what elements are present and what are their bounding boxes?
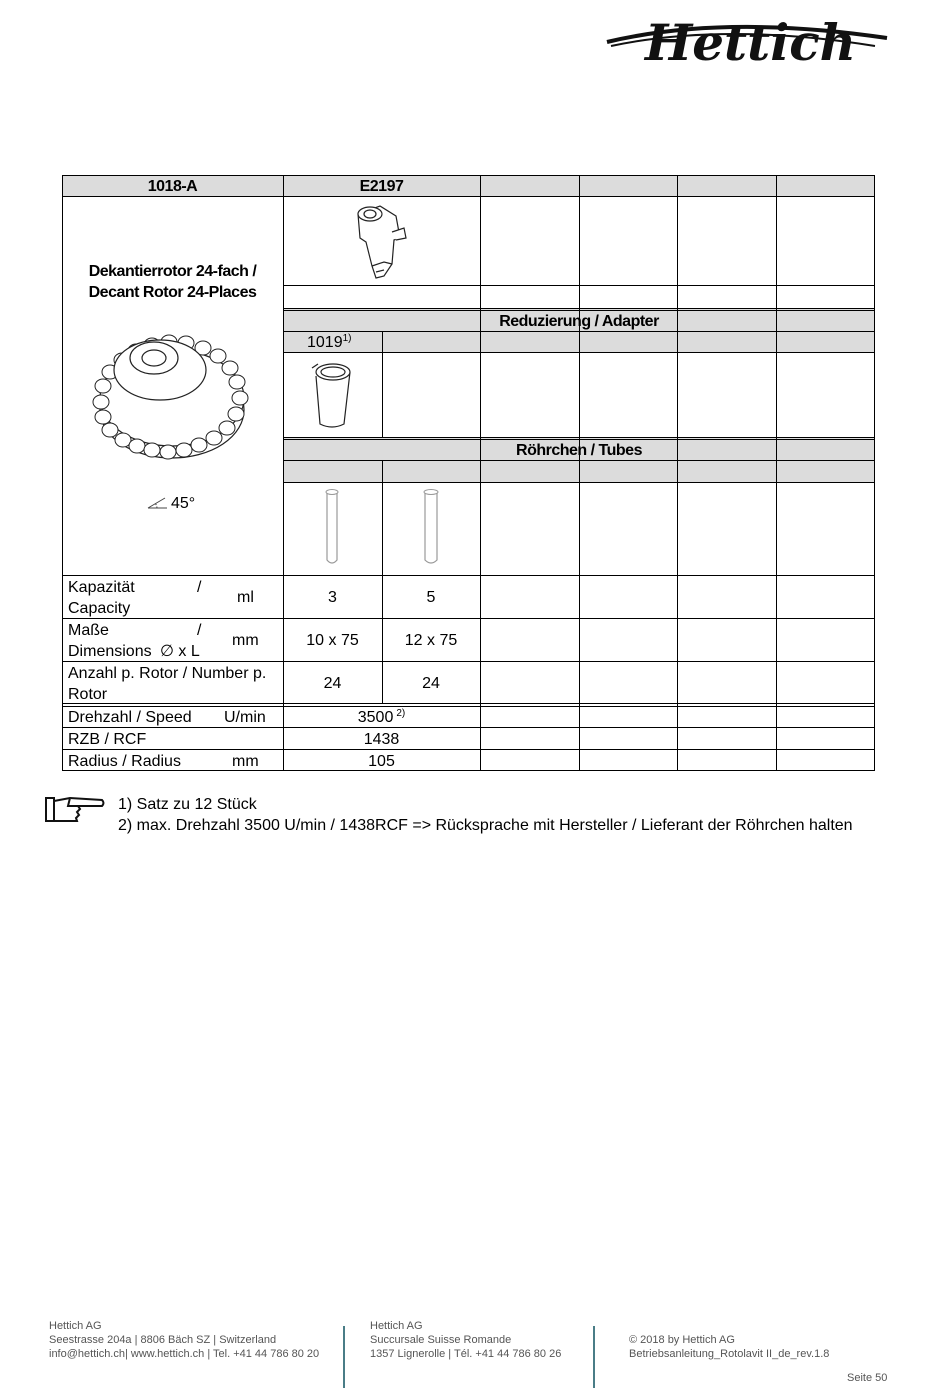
- footnote-1: 1) Satz zu 12 Stück: [118, 796, 257, 813]
- rotor-number: 1018-A: [147, 178, 198, 195]
- footer-col-2: [370, 1319, 561, 1361]
- capacity-unit: ml: [237, 589, 254, 606]
- footer-divider-2: [593, 1326, 595, 1388]
- footer-address: Seestrasse 204a | 8806 Bäch SZ | Switzerland: [49, 1334, 277, 1346]
- radius-value: 105: [368, 753, 395, 770]
- radius-unit: mm: [232, 753, 259, 770]
- dimensions-slash: /: [197, 622, 202, 639]
- rotor-illustration: [90, 318, 255, 470]
- bucket-number: E2197: [359, 178, 404, 195]
- bucket-illustration: [348, 202, 410, 282]
- count-label-line1: Anzahl p. Rotor / Number p.: [68, 665, 267, 682]
- rotor-name-en: Decant Rotor 24-Places: [88, 284, 257, 301]
- tube-number-row-bg: [283, 460, 875, 482]
- speed-label: Drehzahl / Speed: [68, 709, 192, 726]
- capacity-label-de: Kapazität: [68, 579, 135, 596]
- footer-divider-1: [343, 1326, 345, 1388]
- adapter-section-title: Reduzierung / Adapter: [499, 313, 659, 330]
- speed-unit: U/min: [224, 709, 266, 726]
- radius-label: Radius / Radius: [68, 753, 181, 770]
- tube-section-title: Röhrchen / Tubes: [516, 442, 642, 459]
- angle-icon: [147, 496, 169, 510]
- dimensions-label-en: [68, 642, 200, 661]
- count-value-1: 24: [323, 675, 342, 692]
- adapter-number-row-bg: [283, 331, 875, 352]
- footer-contact: info@hettich.ch| www.hettich.ch | Tel. +41 44 786 80 20: [49, 1348, 320, 1360]
- count-value-2: 24: [422, 675, 440, 692]
- count-label-line2: Rotor: [68, 686, 108, 703]
- footer-copyright: © 2018 by Hettich AG: [629, 1334, 735, 1346]
- adapter-number: [307, 333, 352, 352]
- capacity-value-1: 3: [328, 589, 337, 606]
- speed-value-text: 3500: [357, 709, 394, 726]
- dimensions-label-en-text: Dimensions: [68, 643, 152, 660]
- rcf-value: 1438: [363, 731, 400, 748]
- footer-branch-contact: 1357 Lignerolle | Tél. +41 44 786 80 26: [370, 1348, 562, 1360]
- adapter-footnote-ref: 1): [342, 333, 352, 344]
- speed-value: [283, 708, 480, 727]
- dimensions-symbol: ∅ x L: [160, 643, 200, 660]
- adapter-number-text: 1019: [307, 334, 343, 351]
- footnotes: [118, 794, 853, 836]
- dimensions-label-de: Maße: [68, 622, 109, 639]
- tube-illustration-2: [421, 488, 441, 568]
- rotor-name-de: Dekantierrotor 24-fach /: [88, 263, 257, 280]
- footer-col-1: [49, 1319, 319, 1361]
- speed-footnote-ref: 2): [396, 708, 406, 719]
- capacity-label-en: Capacity: [68, 600, 131, 617]
- hettich-logo: [605, 8, 890, 66]
- capacity-value-2: 5: [426, 589, 436, 606]
- rotor-angle: 45°: [171, 495, 196, 512]
- footer-col-3: [629, 1333, 829, 1361]
- dimensions-value-2: 12 x 75: [404, 632, 458, 649]
- rcf-label: RZB / RCF: [68, 731, 147, 748]
- page-number: Seite 50: [847, 1372, 888, 1384]
- logo-text: Hettich: [645, 13, 857, 66]
- footer-document: Betriebsanleitung_Rotolavit II_de_rev.1.8: [629, 1348, 830, 1360]
- footnote-2: 2) max. Drehzahl 3500 U/min / 1438RCF => Rücksprache mit Hersteller / Lieferant der Röhrchen halten: [118, 817, 853, 834]
- footer-branch: Succursale Suisse Romande: [370, 1334, 512, 1346]
- adapter-illustration: [306, 358, 360, 430]
- footer-company: Hettich AG: [49, 1320, 102, 1332]
- footer-company-2: Hettich AG: [370, 1320, 423, 1332]
- capacity-slash: /: [197, 579, 202, 596]
- pointing-hand-icon: [44, 795, 106, 825]
- dimensions-value-1: 10 x 75: [306, 632, 359, 649]
- dimensions-unit: mm: [232, 632, 259, 649]
- tube-illustration-1: [322, 488, 342, 568]
